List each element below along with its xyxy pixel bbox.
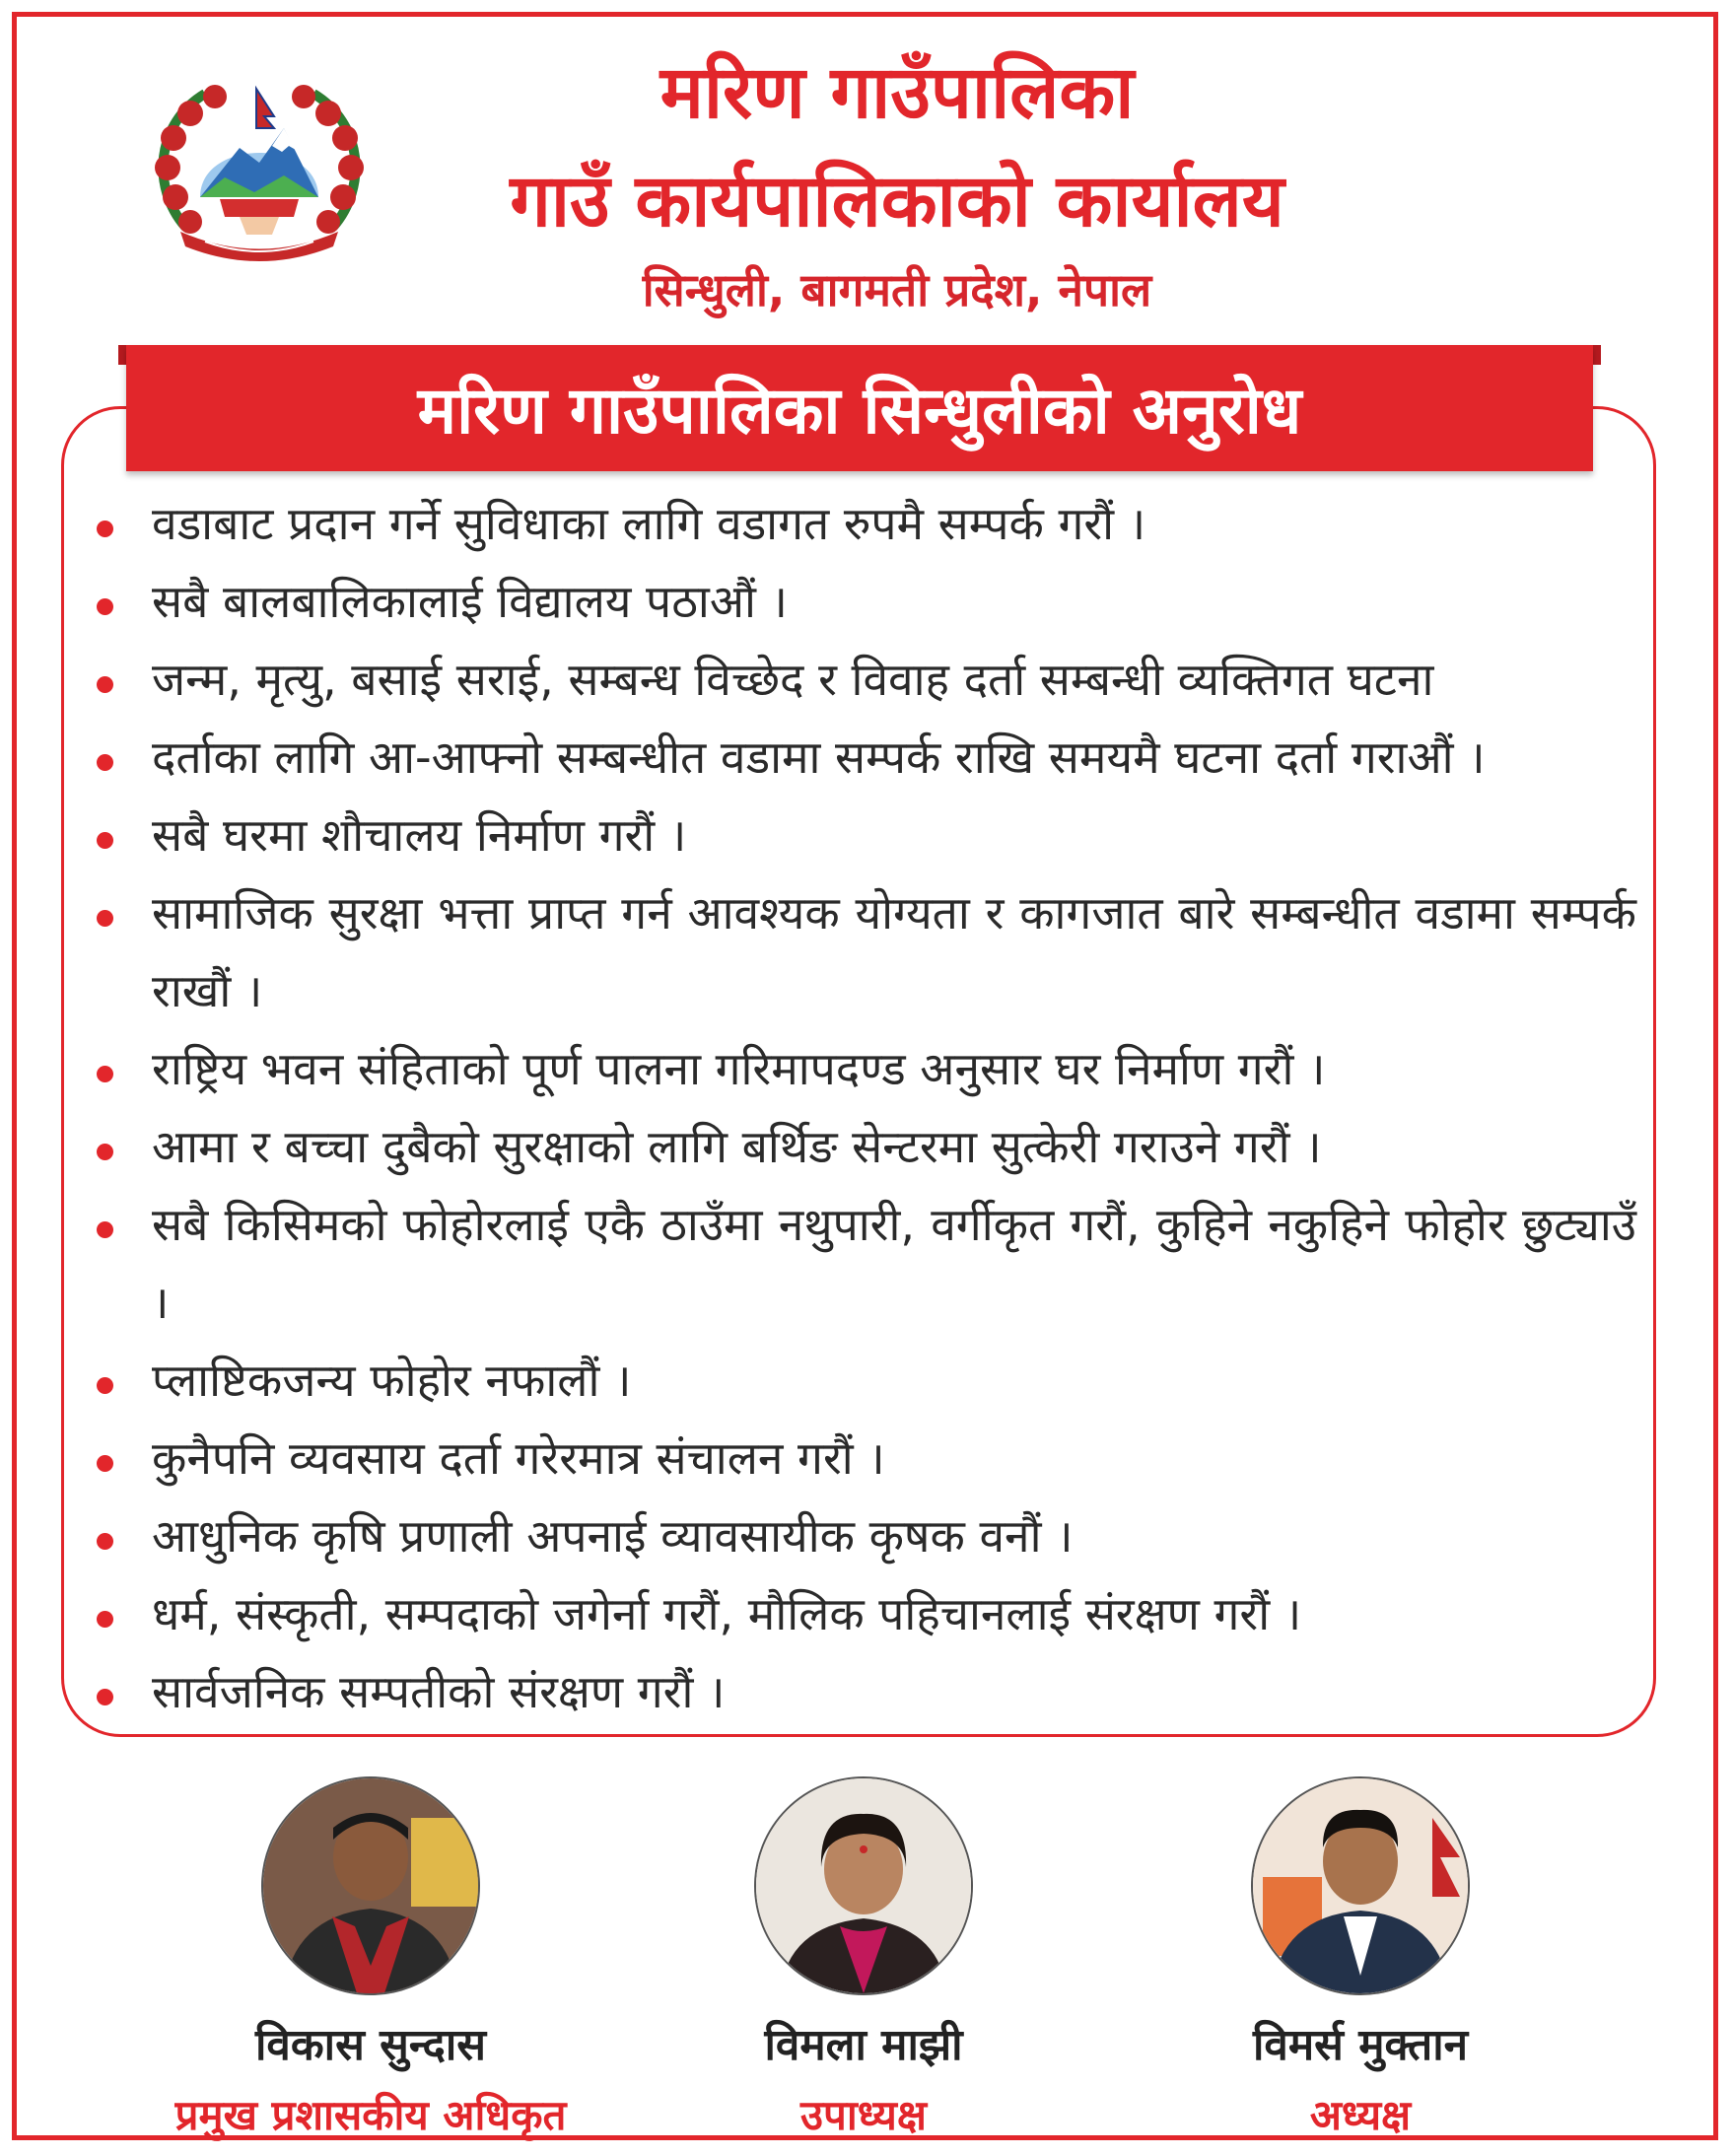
request-text: सबै घरमा शौचालय निर्माण गरौं । [152,808,687,862]
request-text: राष्ट्रिय भवन संहिताको पूर्ण पालना गरिमापदण्ड अनुसार घर निर्माण गरौं । [152,1042,1326,1095]
request-text: सबै बालबालिकालाई विद्यालय पठाऔं । [152,575,788,628]
request-text: दर्ताका लागि आ-आफ्नो सम्बन्धीत वडामा सम्पर्क राखि समयमै घटना दर्ता गराऔं । [152,730,1486,784]
office-name: गाउँ कार्यपालिकाको कार्यालय [510,159,1284,243]
list-item [89,641,1636,719]
list-item [89,1186,1636,1342]
person-photo-icon [1253,1778,1468,1993]
request-text: जन्म, मृत्यु, बसाई सराई, सम्बन्ध विच्छेद र विवाह दर्ता सम्बन्धी व्यक्तिगत घटना [152,653,1434,706]
official-vice-chair [588,1776,1140,2142]
list-item [89,485,1636,563]
official-role: अध्यक्ष [1309,2091,1412,2139]
bullet-icon [97,910,113,927]
bullet-icon [97,1689,113,1705]
list-item [89,1420,1636,1497]
request-text: सबै किसिमको फोहोरलाई एकै ठाउँमा नथुपारी, वर्गीकृत गरौं, कुहिने नकुहिने फोहोर छुट्याउँ । [152,1198,1636,1329]
official-name: विमर्स मुक्तान [1252,2020,1469,2070]
list-item [89,1497,1636,1575]
bullet-icon [97,1221,113,1238]
list-item [89,1653,1636,1731]
request-text: वडाबाट प्रदान गर्ने सुविधाका लागि वडागत रुपमै सम्पर्क गरौं । [152,497,1146,550]
person-photo-icon [756,1778,971,1993]
avatar [754,1776,973,1995]
bullet-icon [97,521,113,537]
request-text: आमा र बच्चा दुबैको सुरक्षाको लागि बर्थिङ सेन्टरमा सुत्केरी गराउने गरौं । [152,1120,1322,1173]
banner-title: मरिण गाउँपालिका सिन्धुलीको अनुरोध [417,373,1302,449]
official-chair [1084,1776,1636,2142]
request-text: कुनैपनि व्यवसाय दर्ता गरेरमात्र संचालन गरौं । [152,1431,885,1485]
list-item [89,1575,1636,1653]
bullet-icon [97,1455,113,1472]
municipality-name: मरिण गाउँपालिका [659,50,1135,135]
bullet-icon [97,598,113,615]
bullet-icon [97,676,113,693]
request-banner [126,345,1593,471]
list-item [89,1342,1636,1420]
person-photo-icon [263,1778,478,1993]
request-text: धर्म, संस्कृती, सम्पदाको जगेर्ना गरौं, मौलिक पहिचानलाई संरक्षण गरौं । [152,1587,1302,1640]
avatar [1251,1776,1470,1995]
list-item [89,719,1636,797]
list-item [89,874,1636,1030]
official-role: उपाध्यक्ष [799,2091,928,2139]
office-address: सिन्धुली, बागमती प्रदेश, नेपाल [642,263,1152,316]
list-item [89,563,1636,641]
official-cao [95,1776,647,2142]
request-text: सार्वजनिक सम्पतीको संरक्षण गरौं । [152,1665,726,1718]
mountain-icon [200,128,318,197]
bullet-icon [97,1377,113,1394]
bullet-icon [97,1533,113,1550]
request-list [89,485,1636,1731]
request-text: प्लाष्टिकजन्य फोहोर नफालौं । [152,1354,632,1407]
request-text: आधुनिक कृषि प्रणाली अपनाई व्यावसायीक कृषक वनौं । [152,1509,1074,1563]
official-name: विकास सुन्दास [255,2020,486,2070]
list-item [89,1108,1636,1186]
list-item [89,797,1636,874]
bullet-icon [97,754,113,771]
bullet-icon [97,1144,113,1160]
bullet-icon [97,1066,113,1082]
nepal-flag-icon [256,89,274,128]
request-text: सामाजिक सुरक्षा भत्ता प्राप्त गर्न आवश्यक योग्यता र कागजात बारे सम्बन्धीत वडामा सम्पर्क राखौं । [152,886,1636,1017]
bullet-icon [97,1611,113,1628]
official-name: विमला माझी [764,2020,963,2070]
official-role: प्रमुख प्रशासकीय अधिकृत [174,2091,567,2139]
list-item [89,1030,1636,1108]
avatar [261,1776,480,1995]
bullet-icon [97,832,113,849]
